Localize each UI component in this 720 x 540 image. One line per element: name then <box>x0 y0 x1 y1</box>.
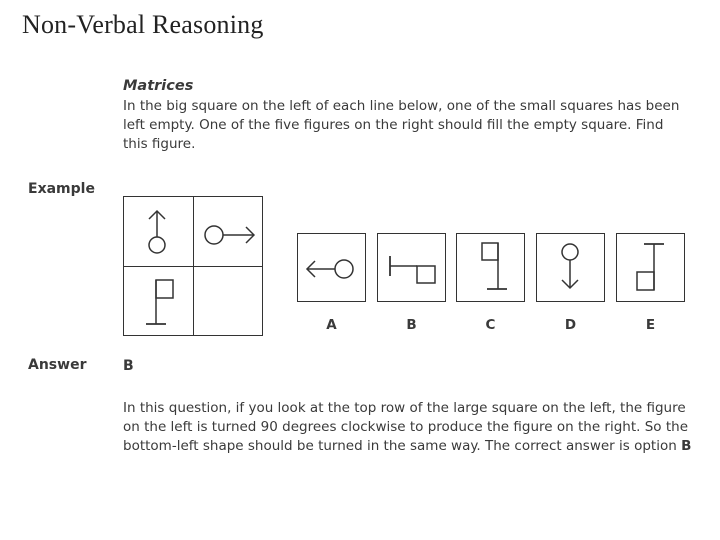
matrix-cell-top-left <box>124 197 193 266</box>
option-c-box[interactable] <box>456 233 525 302</box>
matrix-cell-top-right <box>194 197 263 266</box>
flag-figure <box>124 267 193 336</box>
instructions-text: In the big square on the left of each line below, one of the small squares has been left empty. One of the five figures on the right should fill the empty square. Find this figure. <box>123 98 680 152</box>
answer-label: Answer <box>28 357 87 373</box>
option-e-figure <box>617 234 683 300</box>
answer-value: B <box>123 358 134 374</box>
page-title: Non-Verbal Reasoning <box>22 10 264 39</box>
matrix-grid <box>123 196 263 336</box>
example-label: Example <box>28 181 95 197</box>
option-e-box[interactable] <box>616 233 685 302</box>
option-d-label: D <box>564 317 577 333</box>
matrix-cell-bottom-left <box>124 267 193 336</box>
option-a-box[interactable] <box>297 233 366 302</box>
explanation-text: In this question, if you look at the top row of the large square on the left, the figure on the left is turned 90 degrees clockwise to produce the figure on the right. So the bottom-left shape should be turned in the same way. The correct answer is option <box>123 400 688 454</box>
option-d-figure <box>537 234 603 300</box>
matrix-cell-empty <box>194 267 263 336</box>
option-c-label: C <box>485 317 496 333</box>
option-a-figure <box>298 234 364 300</box>
option-b-box[interactable] <box>377 233 446 302</box>
answer-explanation <box>123 399 698 456</box>
section-heading: Matrices <box>123 78 194 94</box>
option-c-figure <box>457 234 523 300</box>
option-b-label: B <box>406 317 417 333</box>
explanation-answer: B <box>681 438 692 454</box>
option-b-figure <box>378 234 444 300</box>
circle-arrow-right-figure <box>194 197 263 266</box>
option-e-label: E <box>645 317 656 333</box>
option-d-box[interactable] <box>536 233 605 302</box>
circle-arrow-up-figure <box>124 197 193 266</box>
option-a-label: A <box>326 317 337 333</box>
